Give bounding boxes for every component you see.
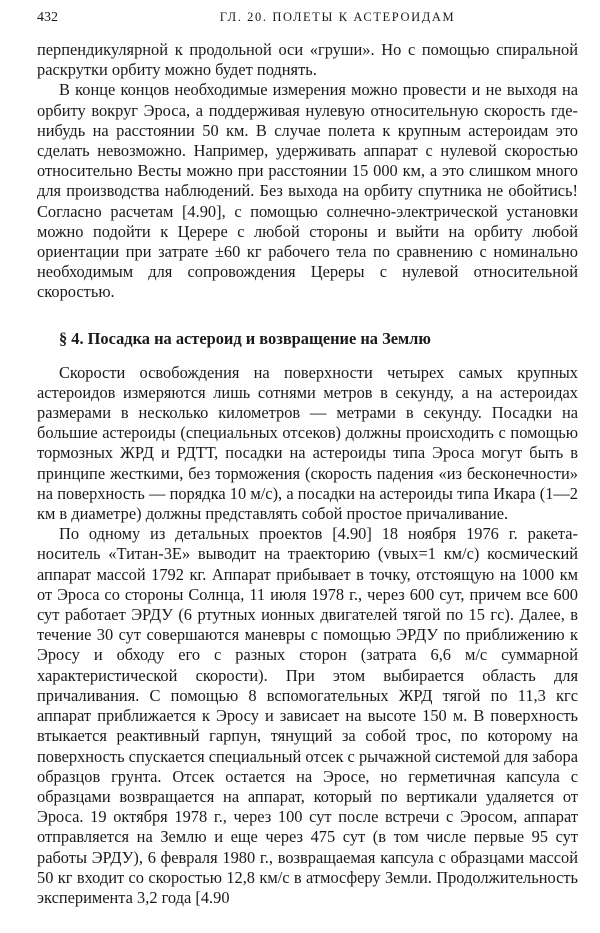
paragraph-eros-measurements: В конце концов необходимые измерения можно провести и не выходя на орбиту вокруг Эроса, а поддерживая нулевую относительную скорость где-нибудь на расстоянии 50 км. В случае полета к крупным астероидам это сделать невозможно. Например, удерживать аппарат с нулевой скоростью относительно Весты можно при расстоянии 15 000 км, а это слишком много для производства наблюдений. Без выхода на орбиту спутника не обойтись! Согласно расчетам [4.90], с помощью солнечно-электрической установки можно подойти к Церере с любой стороны и выйти на орбиту любой ориентации при затрате ±60 кг рабочего тела по сравнению с номинально необходимым для сопровождения Цереры с нулевой относительной скоростью. (37, 80, 578, 302)
paragraph-detailed-project: По одному из детальных проектов [4.90] 18 ноября 1976 г. ракета-носитель «Титан-3Е» выводит на траекторию (vвых=1 км/с) космический аппарат массой 1792 кг. Аппарат прибывает в точку, отстоящую на 1000 км от Эроса со стороны Солнца, 11 июля 1978 г., через 600 сут, причем все 600 сут работает ЭРДУ (6 ртутных ионных двигателей тягой по 15 гс). Далее, в течение 30 сут совершаются маневры с помощью ЭРДУ по приближению к Эросу и обходу его с разных сторон (затрата 6,6 м/с суммарной характеристической скорости). При этом выбирается область для причаливания. С помощью 8 вспомогательных ЖРД тягой по 11,3 кгс аппарат приближается к Эросу и зависает на высоте 150 м. В поверхность втыкается реактивный гарпун, тянущий за собой трос, по которому на поверхность спускается специальный отсек с рычажной системой для забора образцов грунта. Отсек остается на Эросе, но герметичная капсула с образцами возвращается на аппарат, который по вертикали удаляется от Эроса. 19 октября 1978 г., через 100 сут после встречи с Эросом, аппарат отправляется на Землю и еще через 475 сут (в том числе первые 95 сут работы ЭРДУ), 6 февраля 1980 г., возвращаемая капсула с образцами массой 50 кг входит со скоростью 12,8 км/с в атмосферу Земли. Продолжительность эксперимента 3,2 года [4.90 (37, 524, 578, 907)
running-head: ГЛ. 20. ПОЛЕТЫ К АСТЕРОИДАМ (219, 10, 456, 24)
body-text (37, 40, 578, 908)
paragraph-continued: перпендикулярной к продольной оси «груши». Но с помощью спиральной раскрутки орбиту можно будет поднять. (37, 40, 578, 80)
page-number: 432 (37, 10, 58, 25)
paragraph-escape-velocities: Скорости освобождения на поверхности четырех самых крупных астероидов измеряются лишь сотнями метров в секунду, а на астероидах размерами в несколько километров — метрами в секунду. Посадки на большие астероиды (специальных отсеков) должны происходить с помощью тормозных ЖРД и РДТТ, посадки на астероиды типа Эроса могут быть в принципе жесткими, без торможения (скорость падения «из бесконечности» на поверхность — порядка 10 м/с), а посадки на астероиды типа Икара (1—2 км в диаметре) должны представлять собой простое причаливание. (37, 362, 578, 524)
page-header (37, 0, 578, 40)
section-heading: § 4. Посадка на астероид и возвращение на Землю (59, 328, 431, 348)
